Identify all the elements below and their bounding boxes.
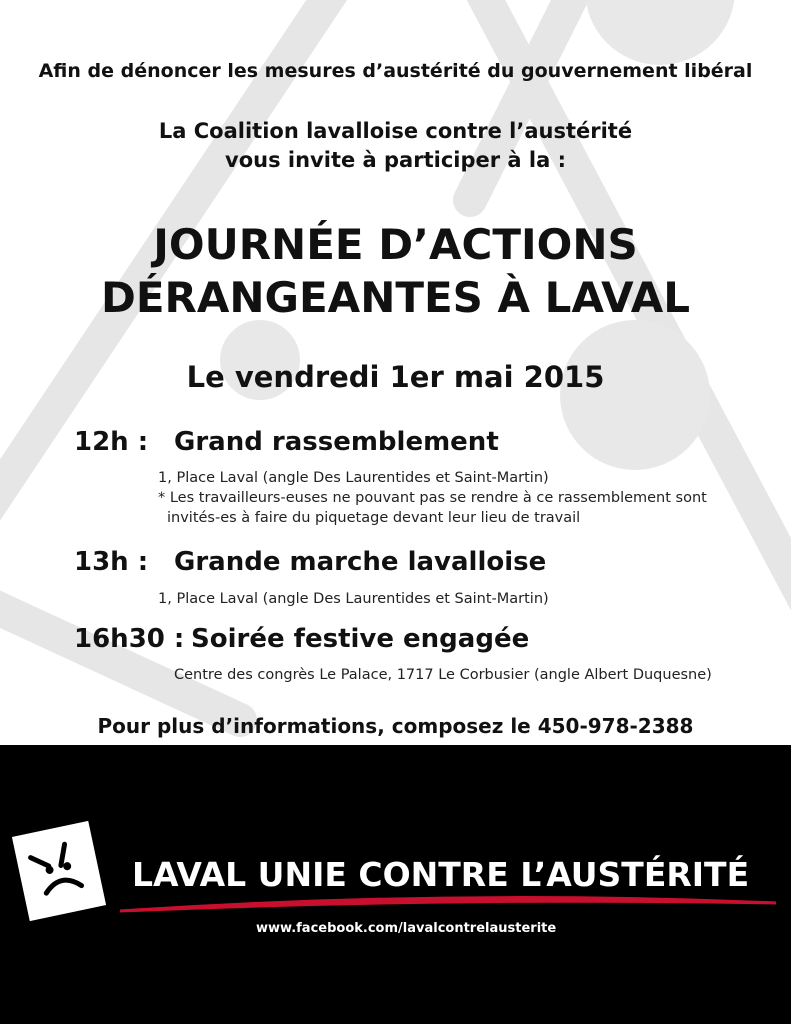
intro-organizer (0, 117, 791, 175)
event-detail: 1, Place Laval (angle Des Laurentides et Saint-Martin) (158, 470, 549, 486)
event-name: Grande marche lavalloise (174, 547, 547, 577)
footer-banner (0, 745, 791, 1024)
brand-name: LAVAL UNIE CONTRE L’AUSTÉRITÉ (132, 855, 750, 894)
event-time: 16h30 : (74, 624, 185, 654)
angry-face-icon (12, 821, 106, 921)
event-time: 13h : (74, 547, 149, 577)
intro-organizer-line: La Coalition lavalloise contre l’austérité (158, 119, 633, 143)
event-name: Soirée festive engagée (191, 624, 530, 654)
event-detail: 1, Place Laval (angle Des Laurentides et Saint-Martin) (158, 591, 549, 607)
intro-line: Afin de dénoncer les mesures d’austérité du gouvernement libéral (38, 60, 753, 82)
event-detail: invités-es à faire du piquetage devant leur lieu de travail (167, 510, 581, 526)
title-line-1: JOURNÉE D’ACTIONS (153, 220, 638, 269)
event-title (0, 218, 791, 324)
event-detail: Centre des congrès Le Palace, 1717 Le Corbusier (angle Albert Duquesne) (174, 667, 712, 683)
event-date: Le vendredi 1er mai 2015 (186, 360, 605, 394)
red-swoosh-icon (118, 895, 778, 915)
event-time: 12h : (74, 427, 149, 457)
contact-info: Pour plus d’informations, composez le 450-978-2388 (97, 714, 694, 738)
event-detail: * Les travailleurs-euses ne pouvant pas se rendre à ce rassemblement sont (158, 490, 707, 506)
event-name: Grand rassemblement (174, 427, 499, 457)
intro-invite-line: vous invite à participer à la : (225, 148, 566, 172)
title-line-2: DÉRANGEANTES À LAVAL (100, 273, 691, 322)
facebook-link[interactable]: www.facebook.com/lavalcontrelausterite (256, 921, 557, 936)
